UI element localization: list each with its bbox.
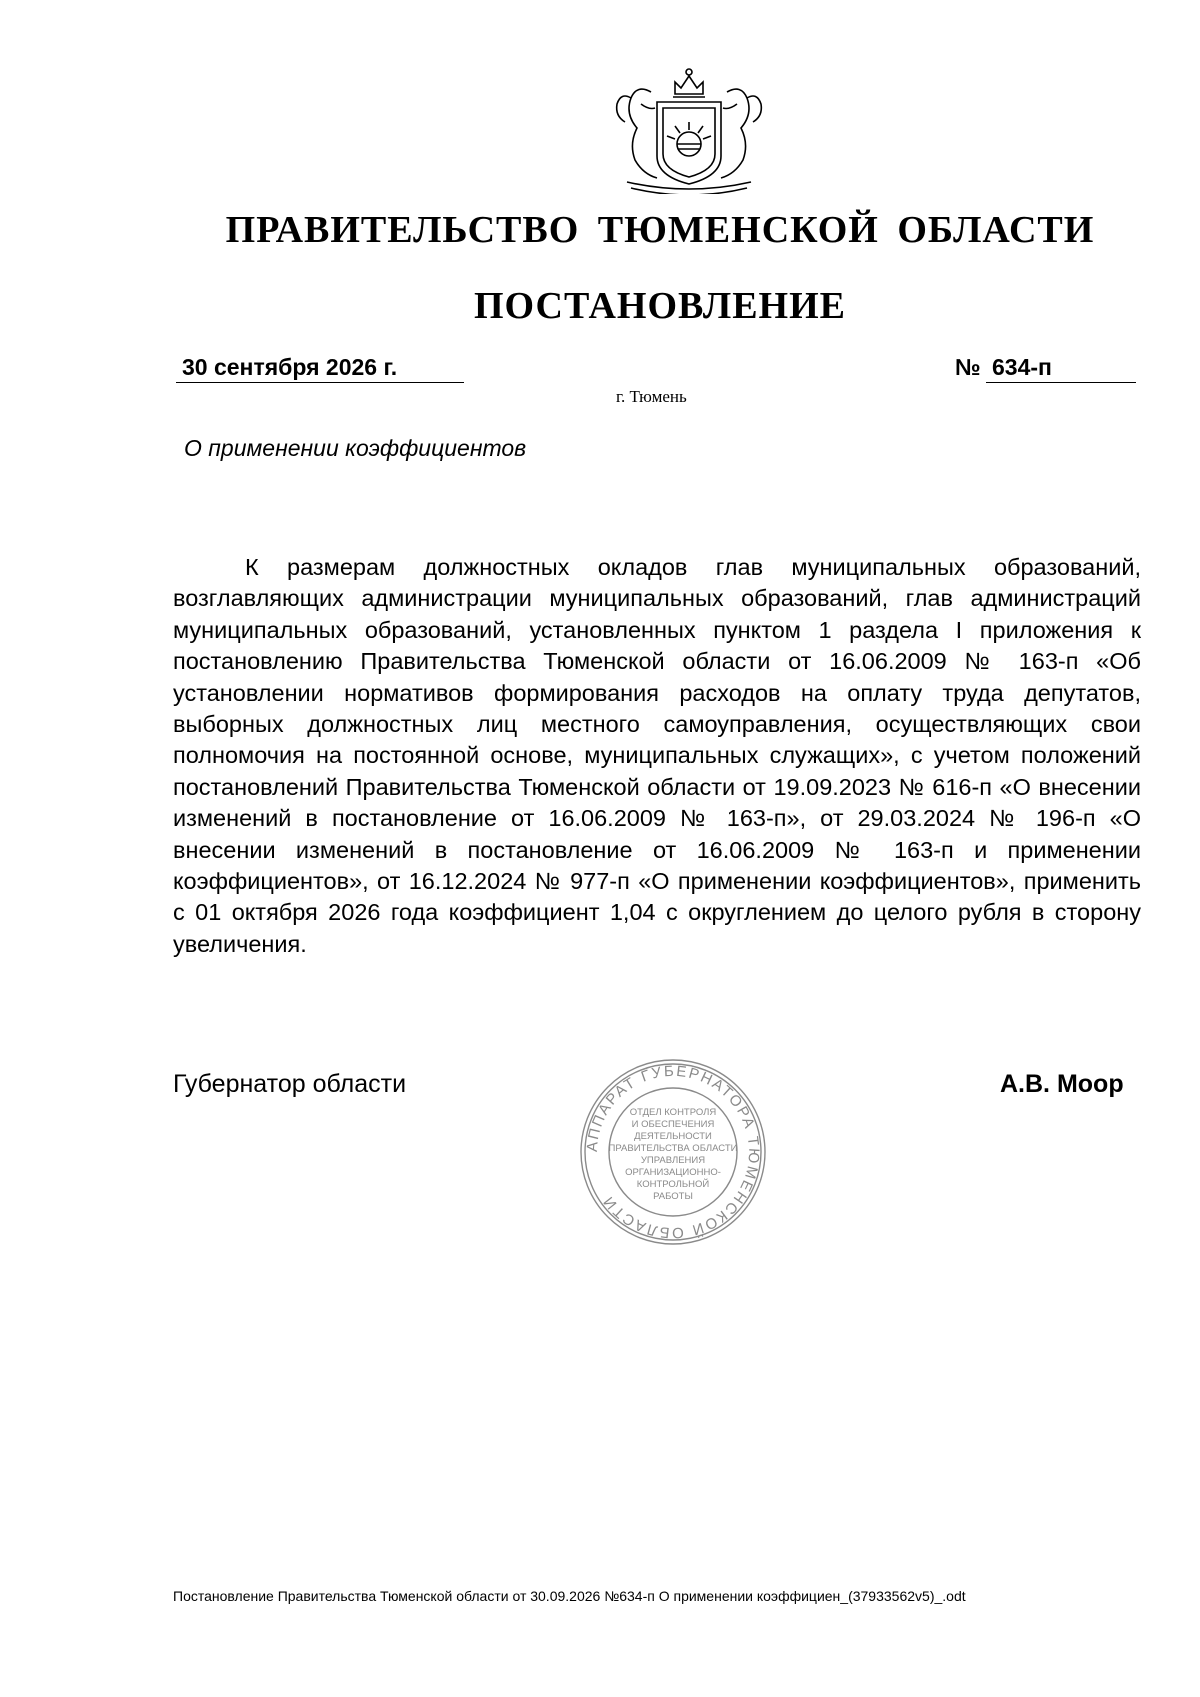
signatory-name: А.В. Моор xyxy=(1000,1070,1124,1098)
seal-line: ДЕЯТЕЛЬНОСТИ xyxy=(634,1131,712,1142)
city: г. Тюмень xyxy=(616,387,687,406)
seal-line: ОРГАНИЗАЦИОННО- xyxy=(625,1167,721,1178)
document-body: К размерам должностных окладов глав муниципальных образований, возглавляющих администрации муниципальных образований, глав администраций муниципальных образований, установленных пунктом 1 раздела I приложения к постановлению Правительства Тюменской области от 16.06.2009 № 163-п «Об установлении нормативов формирования расходов на оплату труда депутатов, выборных должностных лиц местного самоуправления, осуществляющих свои полномочия на постоянной основе, муниципальных служащих», с учетом положений постановлений Правительства Тюменской области от 19.09.2023 № 616-п «О внесении изменений в постановление от 16.06.2009 № 163-п», от 29.03.2024 № 196-п «О внесении изменений в постановление от 16.06.2009 № 163-п и применении коэффициентов», от 16.12.2024 № 977-п «О применении коэффициентов», применить с 01 октября 2026 года коэффициент 1,04 с округлением до целого рубля в сторону увеличения. xyxy=(173,554,1141,957)
seal-line: ПРАВИТЕЛЬСТВА ОБЛАСТИ xyxy=(608,1143,738,1154)
coat-of-arms-icon xyxy=(601,64,777,194)
signatory-position: Губернатор области xyxy=(173,1070,407,1098)
document-subject: О применении коэффициентов xyxy=(184,435,527,461)
seal-line: РАБОТЫ xyxy=(653,1191,693,1202)
seal-line: УПРАВЛЕНИЯ xyxy=(640,1155,706,1166)
seal-line: ОТДЕЛ КОНТРОЛЯ xyxy=(629,1107,717,1118)
footer-file-name: Постановление Правительства Тюменской области от 30.09.2026 №634-п О применении коэффициен_(37933562v5)_.odt xyxy=(173,1588,966,1604)
number-label: № xyxy=(955,354,981,380)
document-type: ПОСТАНОВЛЕНИЕ xyxy=(473,285,847,327)
official-seal-icon xyxy=(578,1057,768,1247)
seal-outer-text: АППАРАТ ГУБЕРНАТОРА ТЮМЕНСКОЙ ОБЛАСТИ xyxy=(583,1062,763,1242)
seal-line: КОНТРОЛЬНОЙ xyxy=(636,1179,710,1190)
document-number: 634-п xyxy=(986,352,1136,383)
government-name: ПРАВИТЕЛЬСТВО ТЮМЕНСКОЙ ОБЛАСТИ xyxy=(225,209,1095,251)
seal-line: И ОБЕСПЕЧЕНИЯ xyxy=(631,1119,715,1130)
document-date: 30 сентября 2026 г. xyxy=(176,352,464,383)
